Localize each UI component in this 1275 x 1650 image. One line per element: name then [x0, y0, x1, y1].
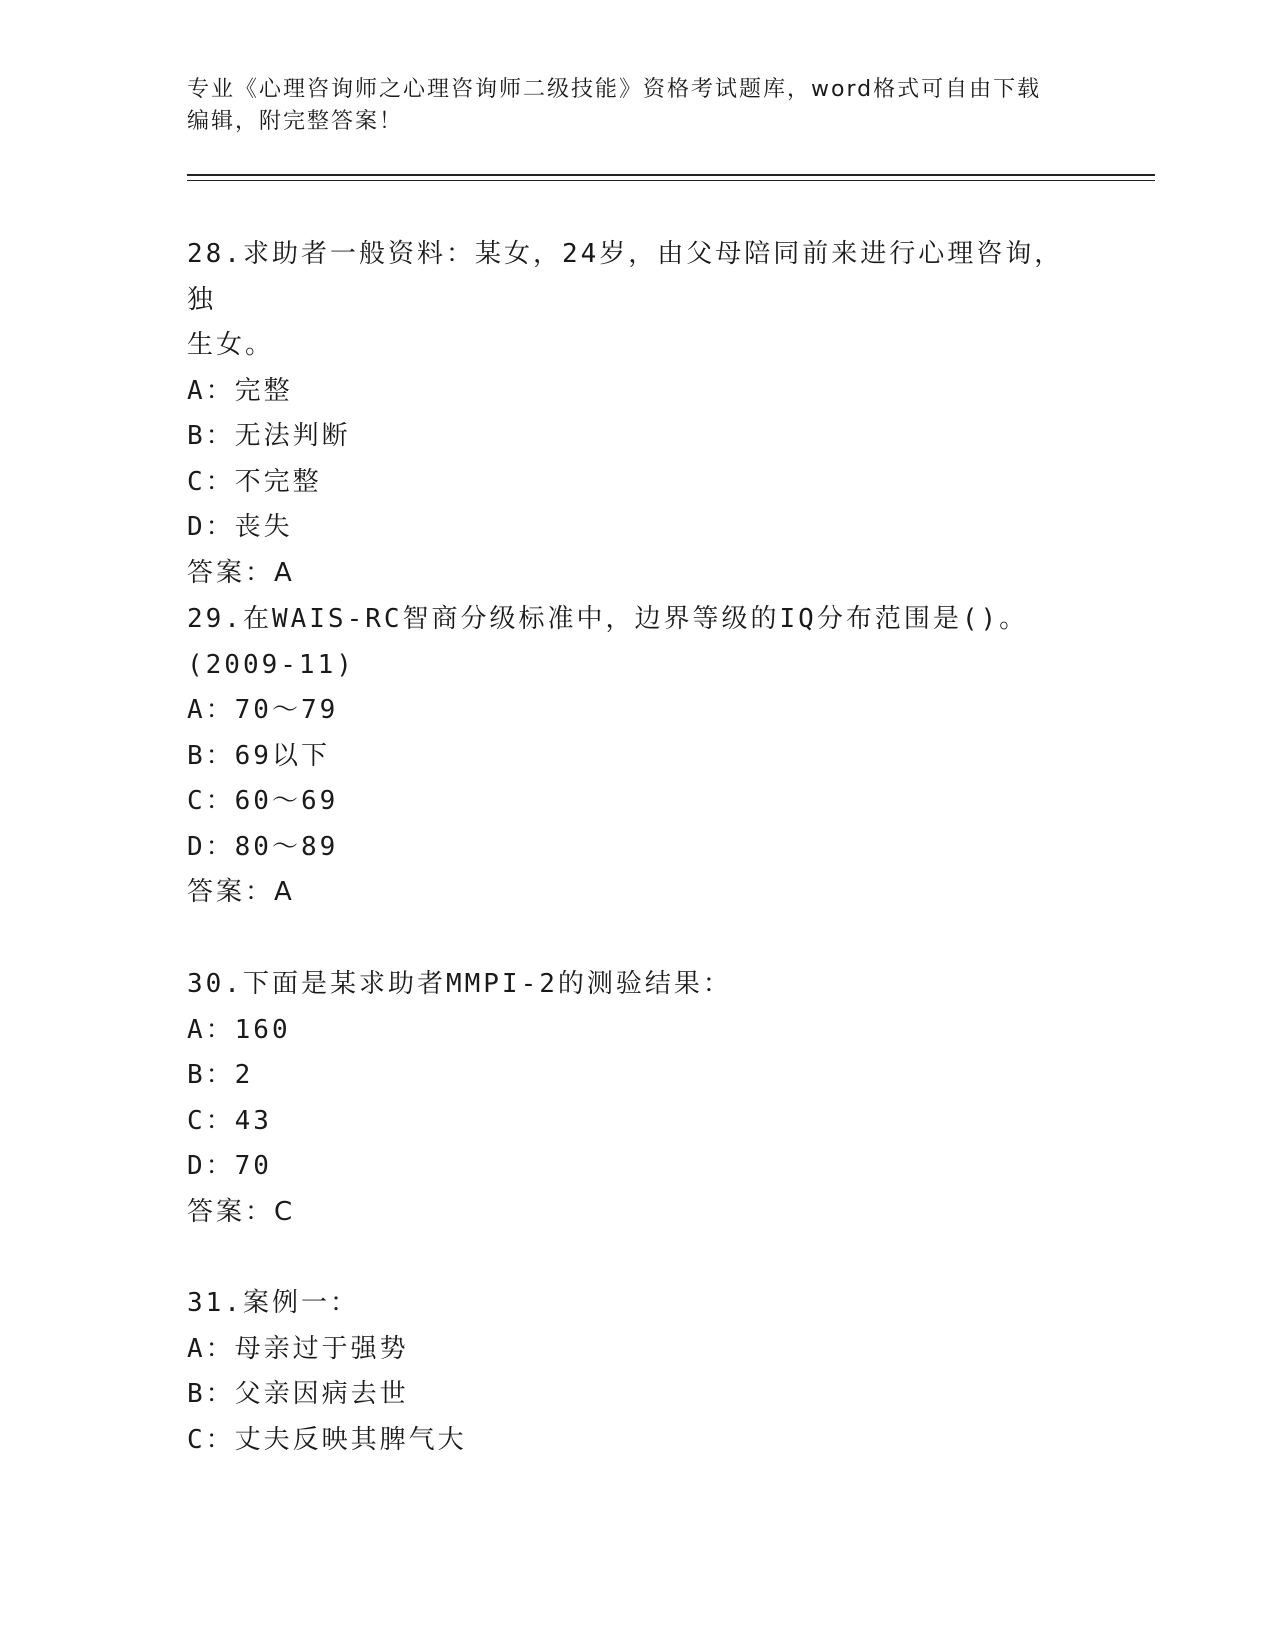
header-line-2: 编辑，附完整答案！: [187, 109, 404, 134]
option-d: D：70: [187, 1151, 272, 1181]
option-c: C：丈夫反映其脾气大: [187, 1424, 467, 1455]
option-b: B：无法判断: [187, 421, 351, 451]
answer-line: 答案：A: [187, 877, 295, 907]
option-a: A：完整: [187, 375, 293, 406]
option-b: B：2: [187, 1060, 254, 1090]
option-a: A：70～79: [187, 695, 339, 725]
option-b: B：父亲因病去世: [187, 1379, 409, 1409]
question-stem: 28.求助者一般资料：某女，24岁，由父母陪同前来进行心理咨询，独: [187, 239, 1064, 315]
question-stem: 31.案例一：: [187, 1288, 359, 1318]
header-divider-thin: [187, 180, 1155, 181]
question-28: [187, 232, 1087, 596]
option-c: C：60～69: [187, 786, 339, 816]
option-d: D：80～89: [187, 831, 339, 862]
header-line-1: 专业《心理咨询师之心理咨询师二级技能》资格考试题库，word格式可自由下载: [187, 77, 1042, 102]
option-c: C：43: [187, 1105, 272, 1136]
header-divider-thick: [187, 174, 1155, 176]
answer-line: 答案：C: [187, 1196, 296, 1227]
question-31: [187, 1281, 1087, 1463]
document-header: [187, 74, 1087, 138]
question-30: [187, 962, 1087, 1235]
question-stem: 29.在WAIS-RC智商分级标准中，边界等级的IQ分布范围是()。: [187, 604, 1029, 634]
option-d: D：丧失: [187, 512, 293, 542]
option-a: A：160: [187, 1014, 291, 1045]
question-29: [187, 597, 1087, 916]
question-stem-continued: 生女。: [187, 330, 275, 360]
option-c: C：不完整: [187, 466, 322, 497]
answer-line: 答案：A: [187, 557, 295, 588]
option-b: B：69以下: [187, 740, 330, 771]
question-stem: 30.下面是某求助者MMPI-2的测验结果：: [187, 969, 732, 999]
question-stem-continued: (2009-11): [187, 649, 355, 680]
option-a: A：母亲过于强势: [187, 1333, 409, 1364]
